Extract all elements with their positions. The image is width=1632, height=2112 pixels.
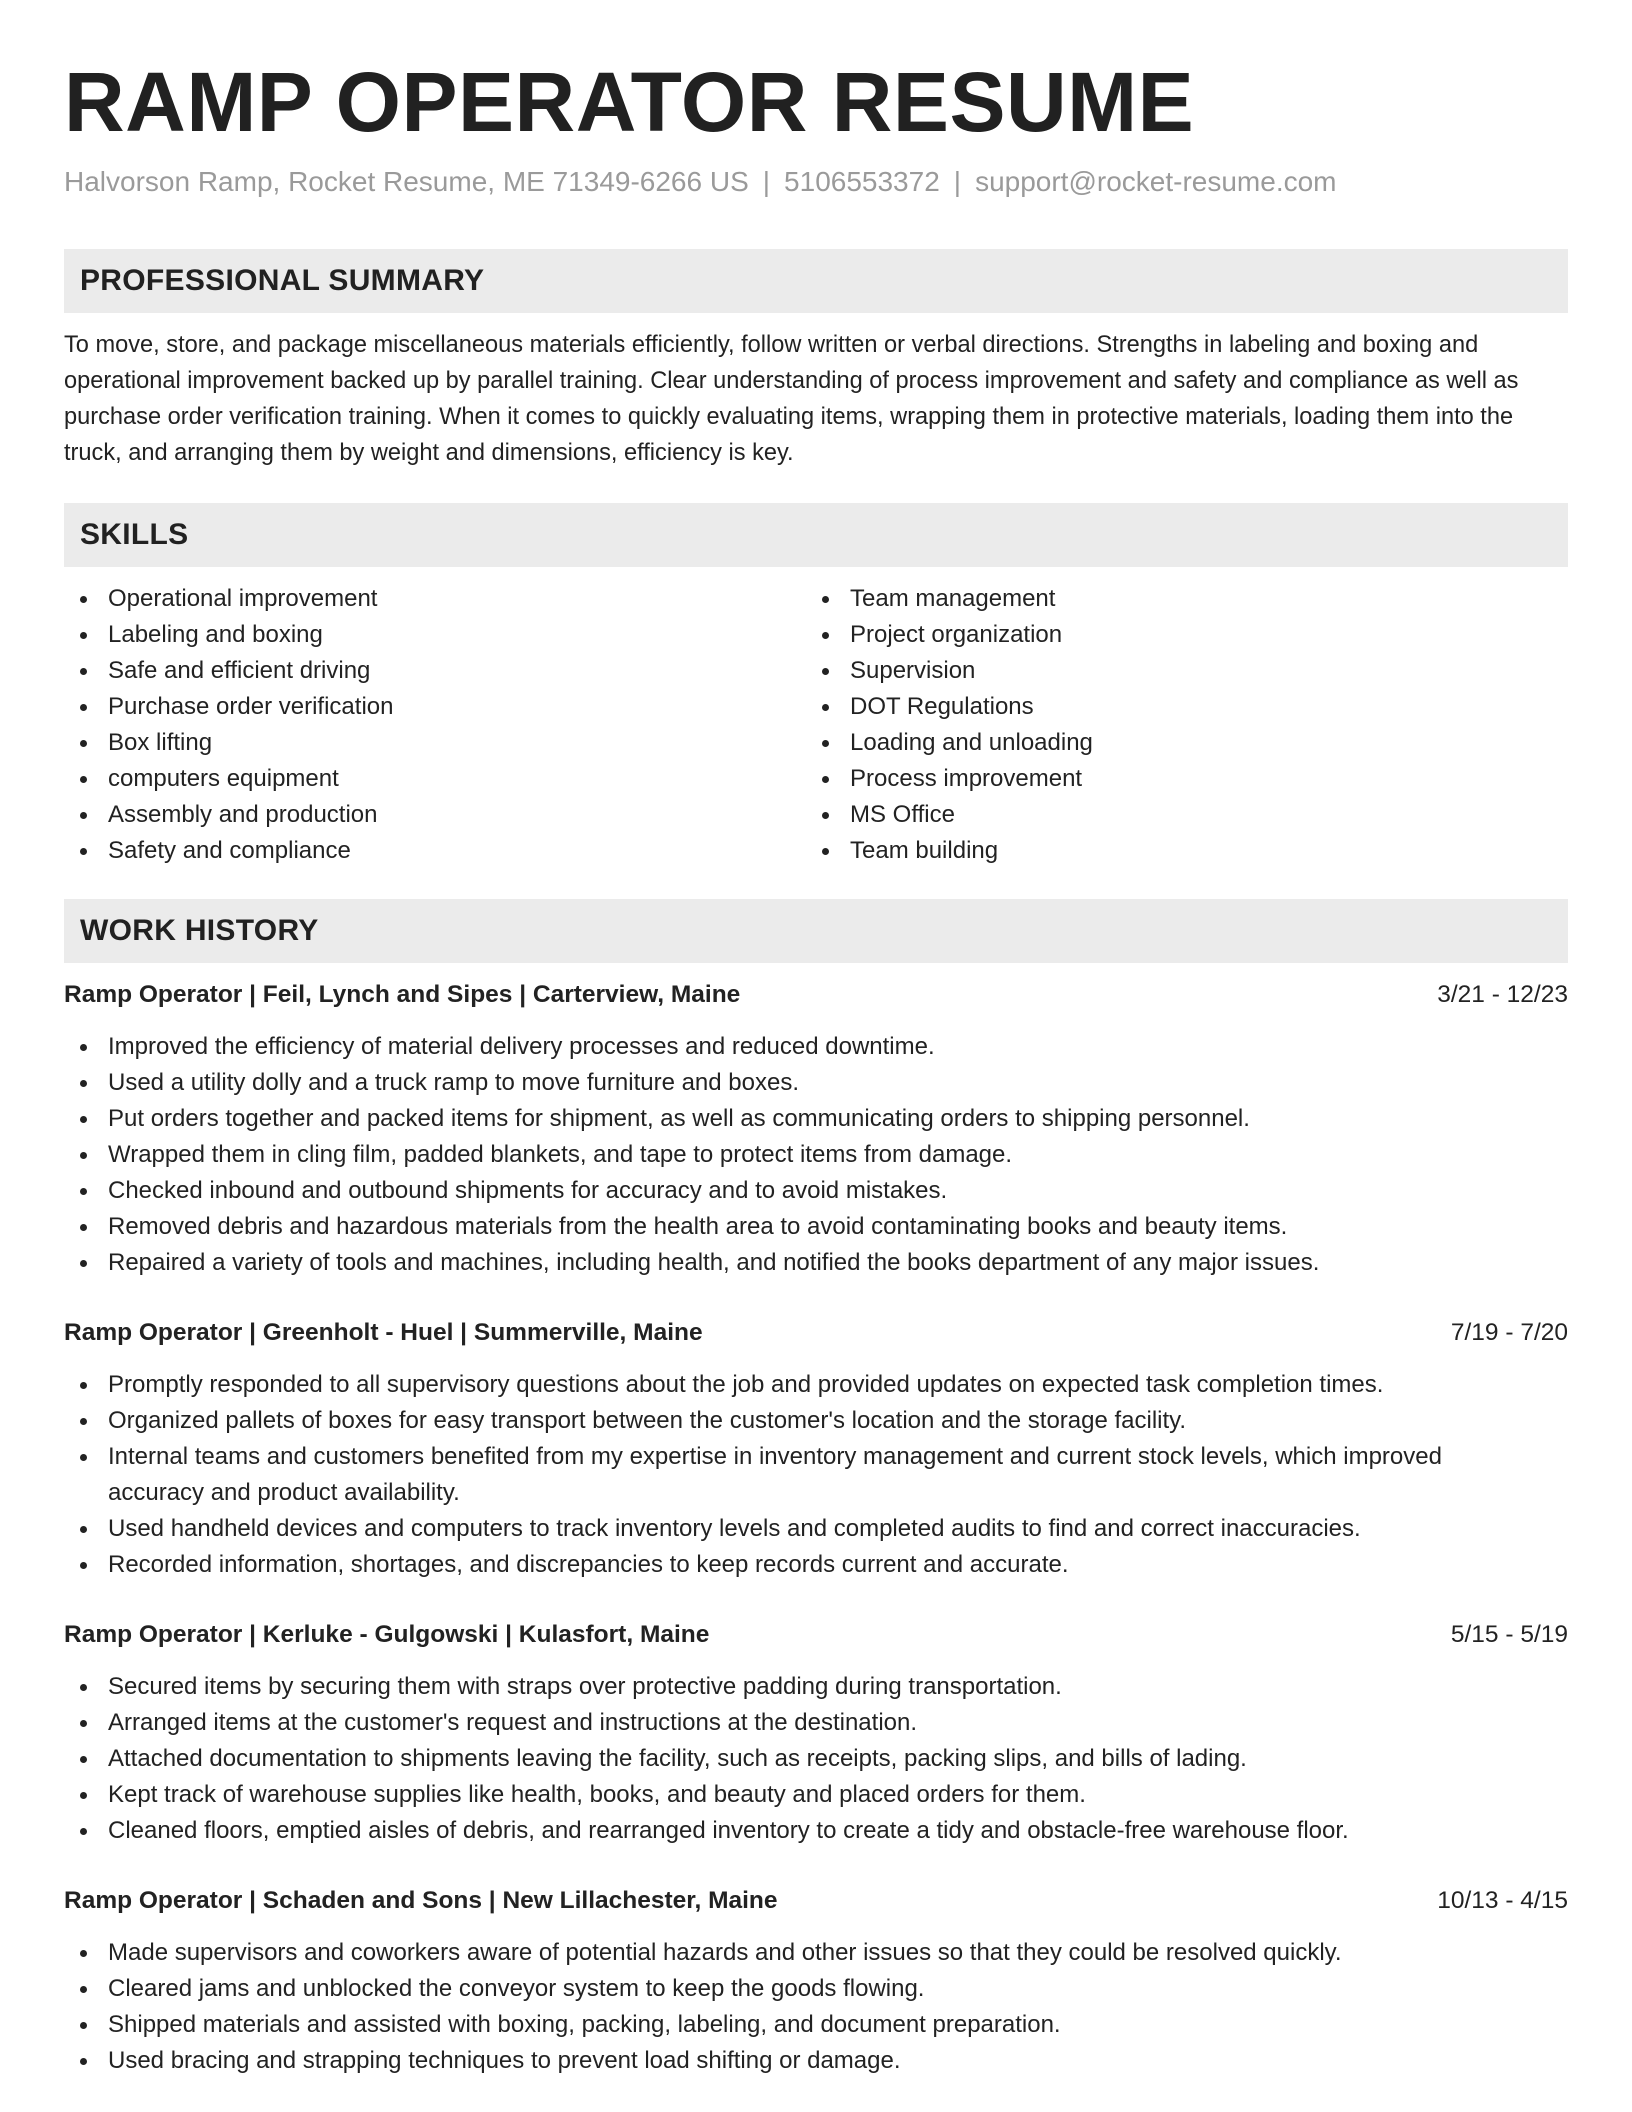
job-bullet: Put orders together and packed items for shipment, as well as communicating orders to shipping personnel. (64, 1101, 1568, 1137)
job-bullets (64, 1935, 1568, 2079)
job-bullets (64, 1029, 1568, 1281)
skill-item: Assembly and production (64, 797, 806, 833)
skills-grid (64, 581, 1568, 869)
contact-email: support@rocket-resume.com (975, 166, 1337, 197)
job-entry (64, 1617, 1568, 1849)
job-bullet: Cleared jams and unblocked the conveyor system to keep the goods flowing. (64, 1971, 1568, 2007)
job-bullet: Used handheld devices and computers to track inventory levels and completed audits to find and correct inaccuracies. (64, 1511, 1568, 1547)
job-bullet: Attached documentation to shipments leaving the facility, such as receipts, packing slips, and bills of lading. (64, 1741, 1568, 1777)
contact-separator: | (953, 166, 962, 197)
job-bullet: Organized pallets of boxes for easy transport between the customer's location and the storage facility. (64, 1403, 1568, 1439)
job-header (64, 977, 1568, 1013)
job-bullet: Cleaned floors, emptied aisles of debris, and rearranged inventory to create a tidy and obstacle-free warehouse floor. (64, 1813, 1568, 1849)
skill-item: Project organization (806, 617, 1548, 653)
job-bullet: Promptly responded to all supervisory questions about the job and provided updates on expected task completion times. (64, 1367, 1568, 1403)
skill-item: computers equipment (64, 761, 806, 797)
contact-address: Halvorson Ramp, Rocket Resume, ME 71349-6266 US (64, 166, 749, 197)
contact-separator: | (762, 166, 771, 197)
job-bullet: Repaired a variety of tools and machines, including health, and notified the books department of any major issues. (64, 1245, 1568, 1281)
job-title: Ramp Operator | Schaden and Sons | New Lillachester, Maine (64, 1887, 778, 1914)
skill-item: MS Office (806, 797, 1548, 833)
skill-item: Operational improvement (64, 581, 806, 617)
job-dates: 10/13 - 4/15 (1437, 1887, 1568, 1914)
skill-item: Safety and compliance (64, 833, 806, 869)
work-history-heading: WORK HISTORY (64, 899, 1568, 963)
skills-heading: SKILLS (64, 503, 1568, 567)
summary-text: To move, store, and package miscellaneous materials efficiently, follow written or verbal directions. Strengths in labeling and boxing and operational improvement backed up by parallel training. Clear understanding of process improvement and safety and compliance as well as purchase order verification training. When it comes to quickly evaluating items, wrapping them in protective materials, loading them into the truck, and arranging them by weight and dimensions, efficiency is key. (64, 332, 1519, 466)
resume-title: RAMP OPERATOR RESUME (64, 55, 1195, 149)
job-dates: 5/15 - 5/19 (1450, 1621, 1568, 1648)
job-header (64, 1883, 1568, 1919)
job-dates: 7/19 - 7/20 (1450, 1319, 1568, 1346)
job-bullet: Secured items by securing them with straps over protective padding during transportation. (64, 1669, 1568, 1705)
skill-item: Team building (806, 833, 1548, 869)
skill-item: Team management (806, 581, 1548, 617)
job-bullet: Internal teams and customers benefited from my expertise in inventory management and current stock levels, which improved accuracy and product availability. (64, 1439, 1568, 1511)
job-bullet: Wrapped them in cling film, padded blankets, and tape to protect items from damage. (64, 1137, 1568, 1173)
job-bullet: Made supervisors and coworkers aware of potential hazards and other issues so that they could be resolved quickly. (64, 1935, 1568, 1971)
job-bullets (64, 1669, 1568, 1849)
job-bullet: Used a utility dolly and a truck ramp to move furniture and boxes. (64, 1065, 1568, 1101)
job-bullet: Used bracing and strapping techniques to prevent load shifting or damage. (64, 2043, 1568, 2079)
job-bullet: Shipped materials and assisted with boxing, packing, labeling, and document preparation. (64, 2007, 1568, 2043)
skill-item: DOT Regulations (806, 689, 1548, 725)
job-bullet: Recorded information, shortages, and discrepancies to keep records current and accurate. (64, 1547, 1568, 1583)
job-header (64, 1315, 1568, 1351)
summary-heading: PROFESSIONAL SUMMARY (64, 249, 1568, 313)
job-title: Ramp Operator | Kerluke - Gulgowski | Kulasfort, Maine (64, 1621, 710, 1648)
job-entry (64, 977, 1568, 1281)
job-bullet: Removed debris and hazardous materials from the health area to avoid contaminating books and beauty items. (64, 1209, 1568, 1245)
job-dates: 3/21 - 12/23 (1437, 981, 1568, 1008)
job-title: Ramp Operator | Greenholt - Huel | Summerville, Maine (64, 1319, 703, 1346)
contact-line (64, 164, 1568, 200)
skill-item: Supervision (806, 653, 1548, 689)
skill-item: Purchase order verification (64, 689, 806, 725)
contact-phone: 5106553372 (784, 166, 940, 197)
job-bullets (64, 1367, 1568, 1583)
skill-item: Safe and efficient driving (64, 653, 806, 689)
skills-list-left (64, 581, 806, 869)
job-title: Ramp Operator | Feil, Lynch and Sipes | Carterview, Maine (64, 981, 741, 1008)
job-bullet: Arranged items at the customer's request and instructions at the destination. (64, 1705, 1568, 1741)
job-header (64, 1617, 1568, 1653)
job-bullet: Checked inbound and outbound shipments for accuracy and to avoid mistakes. (64, 1173, 1568, 1209)
skill-item: Box lifting (64, 725, 806, 761)
skill-item: Labeling and boxing (64, 617, 806, 653)
job-bullet: Kept track of warehouse supplies like health, books, and beauty and placed orders for them. (64, 1777, 1568, 1813)
job-bullet: Improved the efficiency of material delivery processes and reduced downtime. (64, 1029, 1568, 1065)
skill-item: Process improvement (806, 761, 1548, 797)
job-entry (64, 1315, 1568, 1583)
job-entry (64, 1883, 1568, 2079)
skill-item: Loading and unloading (806, 725, 1548, 761)
skills-list-right (806, 581, 1548, 869)
